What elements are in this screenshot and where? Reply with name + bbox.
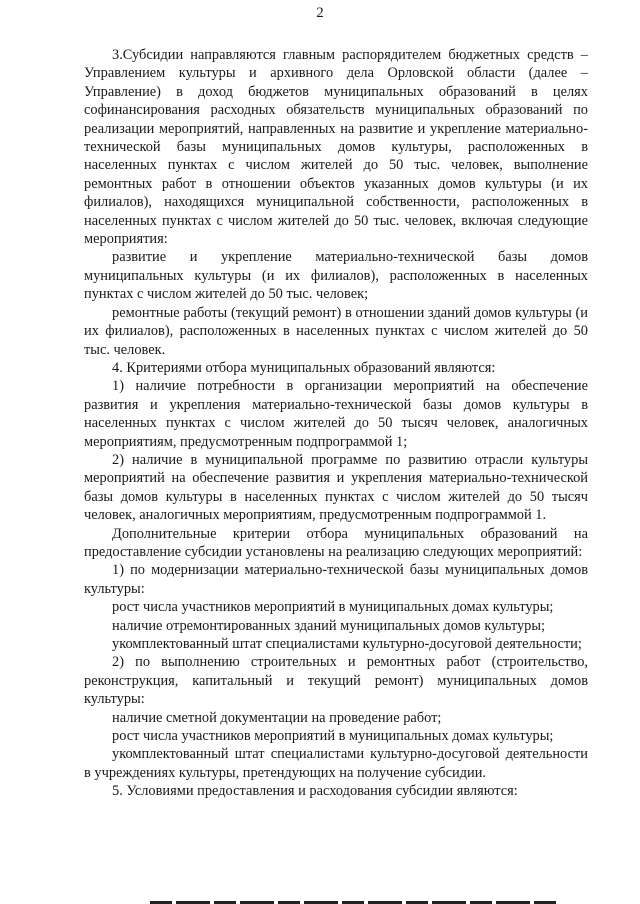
page-number: 2 (316, 5, 324, 21)
paragraph-estimate-documentation: наличие сметной документации на проведение работ; (112, 709, 442, 726)
paragraph-participants-growth: рост числа участников мероприятий в муниципальных домах культуры; (112, 599, 554, 616)
paragraph-staffing: укомплектованный штат специалистами культурно-досуговой деятельности; (112, 636, 582, 652)
paragraph-modernization-heading: 1) по модернизации материально-технической базы муниципальных домов культуры: (84, 562, 588, 597)
document-body (84, 46, 588, 801)
paragraph-conditions-heading: 5. Условиями предоставления и расходования субсидии являются: (112, 783, 518, 800)
paragraph-repair-measure: ремонтные работы (текущий ремонт) в отношении зданий домов культуры (и их филиалов), расположенных в населенных пунктах с числом жителей до 50 тыс. человек. (84, 304, 588, 358)
paragraph-participants-growth-2: рост числа участников мероприятий в муниципальных домах культуры; (112, 728, 554, 745)
paragraph-development-measure: развитие и укрепление материально-технической базы домов муниципальных культуры (и их филиалов), расположенных в населенных пунктах с числом жителей до 50 тыс. человек; (84, 249, 588, 303)
paragraph-construction-heading: 2) по выполнению строительных и ремонтных работ (строительство, реконструкция, капитальный и текущий ремонт) муниципальных домов культуры: (84, 654, 588, 708)
paragraph-criterion-2: 2) наличие в муниципальной программе по развитию отрасли культуры мероприятий на обеспечение развития и укрепления материально-технической базы домов культуры в населенных пунктах с числом жителей до 50 тысяч человек, аналогичных мероприятиям, предусмотренным подпрограммой 1. (84, 451, 588, 524)
paragraph-renovated-buildings: наличие отремонтированных зданий муниципальных домов культуры; (112, 617, 546, 634)
paragraph-subsidies-direction: 3.Субсидии направляются главным распорядителем бюджетных средств – Управлением культуры и архивного дела Орловской области (далее – Управление) в доход бюджетов муниципальных образований в целях софинансирования расходных обязательств муниципальных образований по реализации мероприятий, направленных на развитие и укрепление материально-технической базы муниципальных домов культуры, расположенных в населенных пунктах с числом жителей до 50 тыс. человек, выполнение ремонтных работ в отношении объектов указанных домов культуры (и их филиалов), находящихся муниципальной собственности, расположенных в населенных пунктах с числом жителей до 50 тыс. человек, включая следующие мероприятия: (84, 47, 588, 248)
paragraph-selection-criteria-heading: 4. Критериями отбора муниципальных образований являются: (112, 359, 496, 376)
paragraph-staffing-2: укомплектованный штат специалистами культурно-досуговой деятельности в учреждениях культуры, претендующих на получение субсидии. (84, 746, 588, 781)
paragraph-additional-criteria: Дополнительные критерии отбора муниципальных образований на предоставление субсидии установлены на реализацию следующих мероприятий: (84, 525, 588, 560)
paragraph-criterion-1: 1) наличие потребности в организации мероприятий на обеспечение развития и укрепления материально-технической базы домов культуры в населенных пунктах с числом жителей до 50 тысяч человек, аналогичных мероприятиям, предусмотренным подпрограммой 1; (84, 378, 588, 450)
